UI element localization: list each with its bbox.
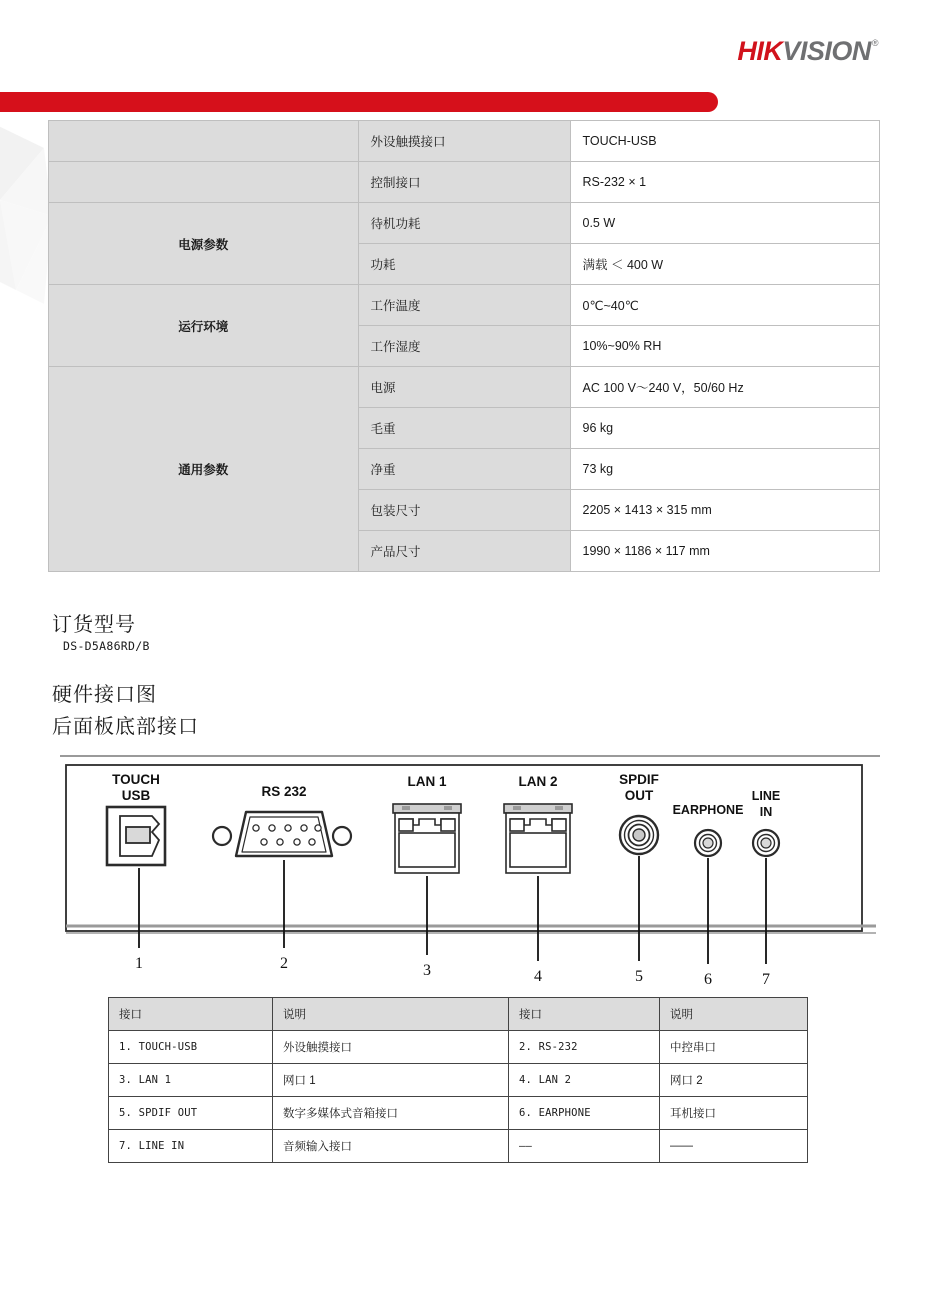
spec-key-cell: 待机功耗 (358, 203, 570, 244)
port-table-header-cell: 说明 (660, 998, 808, 1031)
port-table-cell: 6. EARPHONE (509, 1097, 660, 1130)
callout-numbers (135, 955, 770, 988)
svg-text:EARPHONE: EARPHONE (672, 803, 744, 817)
spec-table-row (49, 203, 880, 244)
callout-number-7: 7 (762, 971, 770, 988)
port-table-cell: 3. LAN 1 (109, 1064, 273, 1097)
spec-value-cell: 0.5 W (570, 203, 880, 244)
spec-key-cell: 控制接口 (358, 162, 570, 203)
port-table-cell: 音频输入接口 (273, 1130, 509, 1163)
spec-value-cell: TOUCH-USB (570, 121, 880, 162)
spec-value-cell: 2205 × 1413 × 315 mm (570, 490, 880, 531)
port-table-cell: 7. LINE IN (109, 1130, 273, 1163)
spec-value-cell: RS-232 × 1 (570, 162, 880, 203)
port-table-cell: 2. RS-232 (509, 1031, 660, 1064)
port-description-table-body (109, 998, 808, 1163)
svg-text:USB: USB (121, 788, 151, 803)
header-red-bar (0, 92, 718, 112)
port-table-cell: 1. TOUCH-USB (109, 1031, 273, 1064)
port-table-row (109, 1064, 808, 1097)
port-table-header-row (109, 998, 808, 1031)
port-spdif-jack-icon (620, 816, 658, 854)
rear-panel-svg (60, 752, 880, 992)
spec-key-cell: 产品尺寸 (358, 531, 570, 572)
callout-number-1: 1 (135, 955, 143, 972)
spec-group-cell: 通用参数 (49, 367, 359, 572)
spec-group-cell: 运行环境 (49, 285, 359, 367)
port-table-cell: 数字多媒体式音箱接口 (273, 1097, 509, 1130)
hardware-diagram-heading: 硬件接口图 (52, 684, 157, 706)
port-table-cell: —— (660, 1130, 808, 1163)
order-model-heading: 订货型号 (52, 614, 136, 636)
port-usb-b-icon (107, 807, 165, 865)
logo-vision-text: VISION (782, 36, 871, 66)
port-table-cell: 耳机接口 (660, 1097, 808, 1130)
spec-key-cell: 净重 (358, 449, 570, 490)
port-table-cell: 网口 2 (660, 1064, 808, 1097)
port-table-header-cell: 说明 (273, 998, 509, 1031)
hardware-interface-diagram (60, 752, 880, 992)
svg-text:OUT: OUT (624, 788, 654, 803)
spec-group-cell: 电源参数 (49, 203, 359, 285)
spec-value-cell: 满载 ＜ 400 W (570, 244, 880, 285)
spec-key-cell: 包装尺寸 (358, 490, 570, 531)
spec-value-cell: 0℃~40℃ (570, 285, 880, 326)
port-table-cell: 外设触摸接口 (273, 1031, 509, 1064)
spec-key-cell: 毛重 (358, 408, 570, 449)
spec-value-cell: 10%~90% RH (570, 326, 880, 367)
port-table-header-cell: 接口 (109, 998, 273, 1031)
logo-hik-text: HIK (737, 36, 783, 66)
port-earphone-jack-icon (695, 830, 721, 856)
port-table-cell: 5. SPDIF OUT (109, 1097, 273, 1130)
port-description-table (108, 997, 808, 1163)
spec-group-cell-empty (49, 121, 359, 162)
port-table-row (109, 1097, 808, 1130)
specification-table-body (49, 121, 880, 572)
svg-text:LAN 2: LAN 2 (518, 774, 558, 789)
rear-panel-ports-heading: 后面板底部接口 (52, 716, 199, 738)
port-table-cell: —— (509, 1130, 660, 1163)
callout-number-2: 2 (280, 955, 288, 972)
port-rj45-lan2-icon (504, 804, 572, 873)
port-table-cell: 4. LAN 2 (509, 1064, 660, 1097)
spec-group-cell-empty (49, 162, 359, 203)
spec-value-cell: 96 kg (570, 408, 880, 449)
svg-text:SPDIF: SPDIF (619, 772, 659, 787)
port-table-cell: 网口 1 (273, 1064, 509, 1097)
port-table-row (109, 1031, 808, 1064)
port-table-header-cell: 接口 (509, 998, 660, 1031)
registered-trademark-icon: ® (871, 38, 878, 48)
callout-number-6: 6 (704, 971, 712, 988)
port-line-in-jack-icon (753, 830, 779, 856)
port-table-cell: 中控串口 (660, 1031, 808, 1064)
spec-value-cell: AC 100 V～240 V，50/60 Hz (570, 367, 880, 408)
spec-table-row (49, 285, 880, 326)
port-rj45-lan1-icon (393, 804, 461, 873)
svg-text:TOUCH: TOUCH (112, 772, 160, 787)
callout-number-3: 3 (423, 962, 431, 979)
spec-key-cell: 功耗 (358, 244, 570, 285)
spec-key-cell: 工作湿度 (358, 326, 570, 367)
spec-table-row (49, 367, 880, 408)
spec-key-cell: 外设触摸接口 (358, 121, 570, 162)
spec-value-cell: 1990 × 1186 × 117 mm (570, 531, 880, 572)
specification-table (48, 120, 880, 572)
spec-table-row (49, 162, 880, 203)
hikvision-logo (737, 38, 878, 65)
svg-text:LAN 1: LAN 1 (407, 774, 447, 789)
spec-table-row (49, 121, 880, 162)
svg-text:RS 232: RS 232 (261, 784, 307, 799)
spec-key-cell: 电源 (358, 367, 570, 408)
svg-text:LINE: LINE (751, 789, 781, 803)
callout-number-5: 5 (635, 968, 643, 985)
port-table-row (109, 1130, 808, 1163)
callout-number-4: 4 (534, 968, 542, 985)
svg-text:IN: IN (759, 805, 773, 819)
order-model-value: DS-D5A86RD/B (63, 639, 150, 653)
spec-value-cell: 73 kg (570, 449, 880, 490)
spec-key-cell: 工作温度 (358, 285, 570, 326)
